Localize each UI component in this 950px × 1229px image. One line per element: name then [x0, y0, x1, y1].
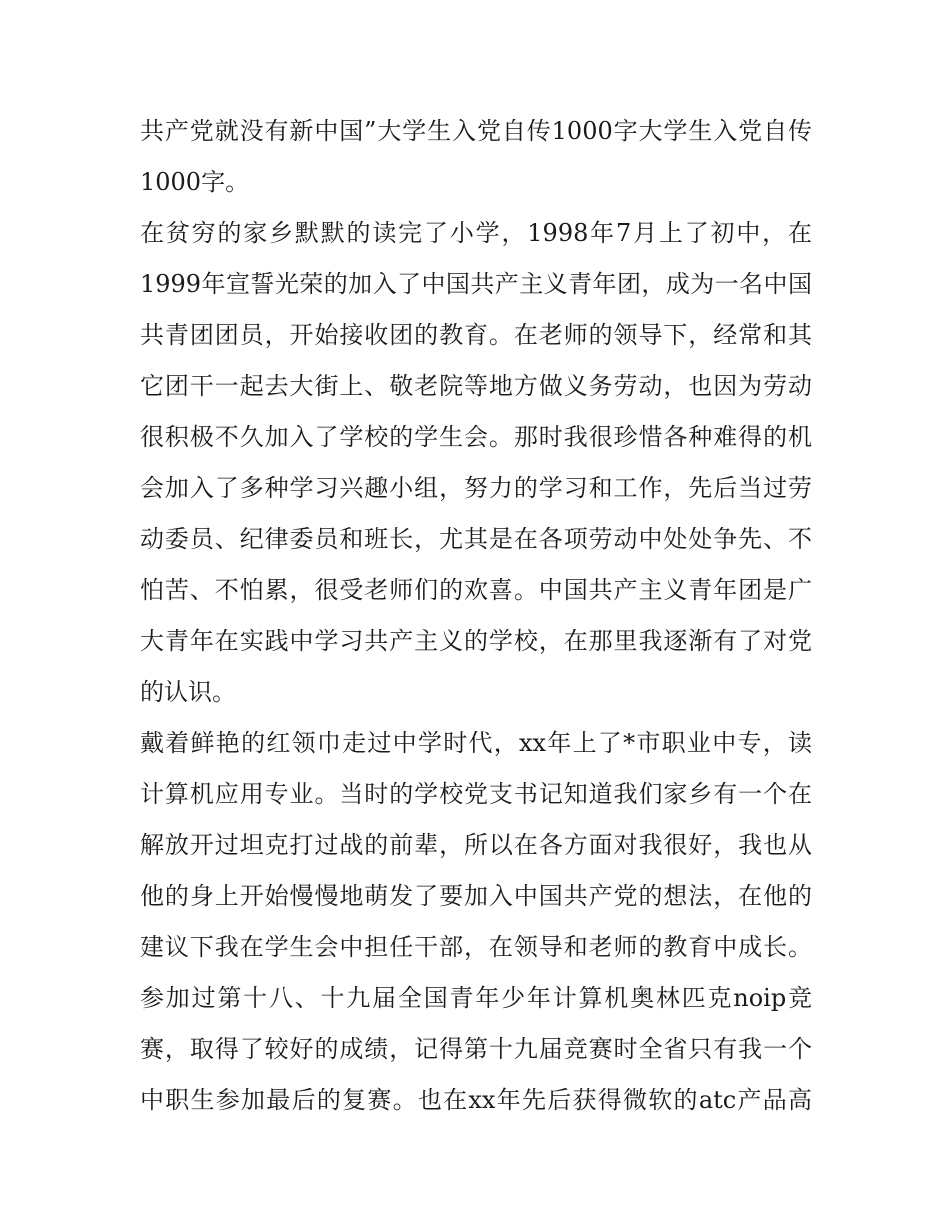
text-line: 会加入了多种学习兴趣小组，努力的学习和工作，先后当过劳 [140, 474, 812, 502]
text-line: 在贫穷的家乡默默的读完了小学，1998年7月上了初中，在 [140, 219, 812, 247]
text-line: 参加过第十八、十九届全国青年少年计算机奥林匹克noip竞 [140, 984, 812, 1012]
text-line: 中职生参加最后的复赛。也在xx年先后获得微软的atc产品高 [140, 1086, 812, 1114]
document-body [140, 106, 812, 1126]
text-line: 动委员、纪律委员和班长，尤其是在各项劳动中处处争先、不 [140, 525, 812, 553]
text-line: 很积极不久加入了学校的学生会。那时我很珍惜各种难得的机 [140, 423, 812, 451]
text-line: 1999年宣誓光荣的加入了中国共产主义青年团，成为一名中国 [140, 270, 812, 298]
paragraph-2 [140, 208, 812, 718]
text-line: 建议下我在学生会中担任干部，在领导和老师的教育中成长。 [140, 933, 812, 961]
text-line: 他的身上开始慢慢地萌发了要加入中国共产党的想法，在他的 [140, 882, 812, 910]
text-line: 解放开过坦克打过战的前辈，所以在各方面对我很好，我也从 [140, 831, 812, 859]
text-line: 1000字。 [140, 168, 250, 196]
paragraph-1 [140, 106, 812, 208]
text-line: 它团干一起去大街上、敬老院等地方做义务劳动，也因为劳动 [140, 372, 812, 400]
text-line: 赛，取得了较好的成绩，记得第十九届竞赛时全省只有我一个 [140, 1035, 812, 1063]
text-line: 共产党就没有新中国”大学生入党自传1000字大学生入党自传 [140, 117, 812, 145]
text-line: 大青年在实践中学习共产主义的学校，在那里我逐渐有了对党 [140, 627, 812, 655]
text-line: 的认识。 [140, 678, 236, 706]
paragraph-3 [140, 718, 812, 1126]
text-line: 怕苦、不怕累，很受老师们的欢喜。中国共产主义青年团是广 [140, 576, 812, 604]
text-line: 共青团团员，开始接收团的教育。在老师的领导下，经常和其 [140, 321, 812, 349]
text-line: 戴着鲜艳的红领巾走过中学时代，xx年上了*市职业中专，读 [140, 729, 812, 757]
text-line: 计算机应用专业。当时的学校党支书记知道我们家乡有一个在 [140, 780, 812, 808]
